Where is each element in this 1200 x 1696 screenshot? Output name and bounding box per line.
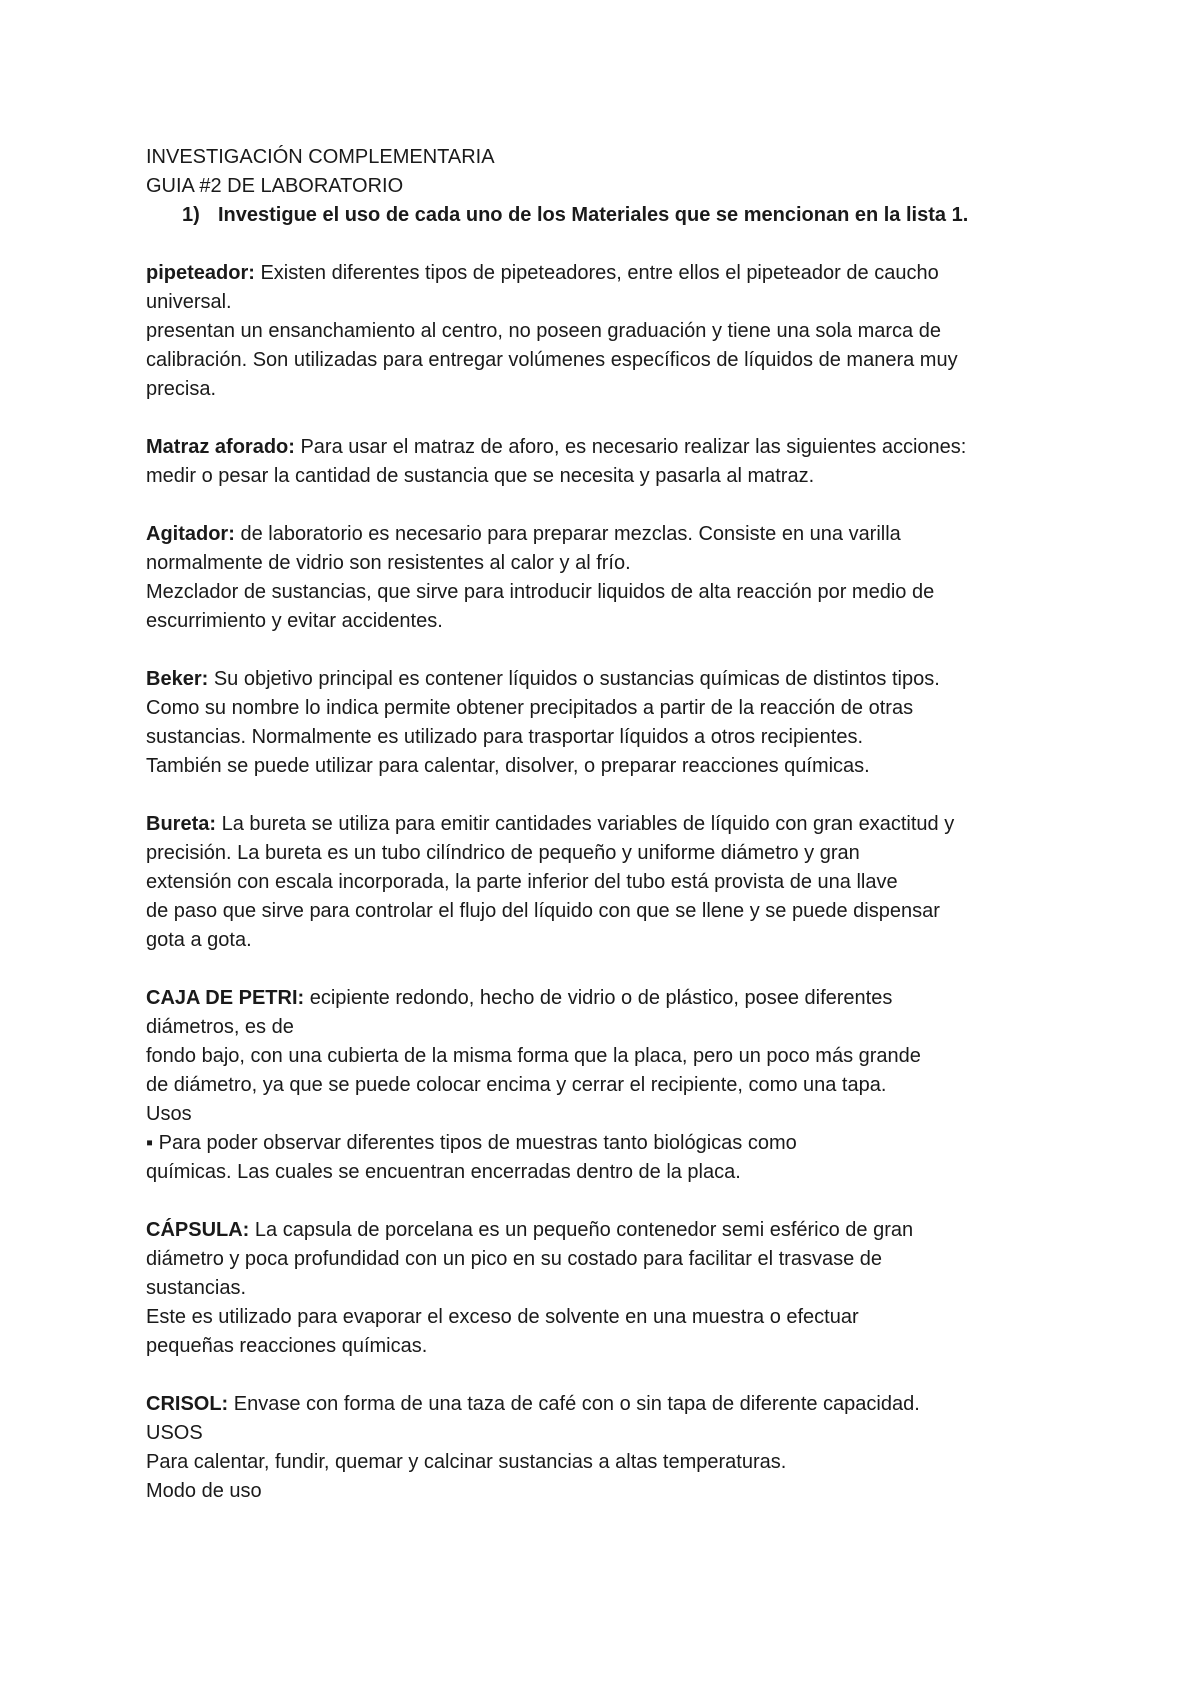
entry-term: pipeteador: [146,262,255,284]
entry-text: Envase con forma de una taza de café con o sin tapa de diferente capacidad. [228,1393,920,1415]
entry-line: normalmente de vidrio son resistentes al calor y al frío. [146,552,631,574]
entry-term: Agitador: [146,523,235,545]
entry-line: También se puede utilizar para calentar, disolver, o preparar reacciones químicas. [146,755,870,777]
entry-line: Como su nombre lo indica permite obtener precipitados a partir de la reacción de otras [146,697,914,719]
question-text: Investigue el uso de cada uno de los Materiales que se mencionan en la lista 1. [218,204,969,226]
entry-line: sustancias. [146,1277,247,1299]
entry-line: Mezclador de sustancias, que sirve para introducir liquidos de alta reacción por medio de [146,581,935,603]
entry-line: diámetros, es de [146,1016,294,1038]
entry-line: de diámetro, ya que se puede colocar encima y cerrar el recipiente, como una tapa. [146,1074,887,1096]
entry-line: gota a gota. [146,929,252,951]
entry-pipeteador [146,259,1076,404]
entry-line: Modo de uso [146,1480,262,1502]
document-body [146,143,1076,1506]
entry-term: Matraz aforado: [146,436,295,458]
entry-term: CRISOL: [146,1393,229,1415]
question-number: 1) [182,204,200,226]
entry-line: fondo bajo, con una cubierta de la misma forma que la placa, pero un poco más grande [146,1045,921,1067]
doc-subtitle: GUIA #2 DE LABORATORIO [146,175,404,197]
entry-crisol [146,1390,1076,1506]
entry-text: ecipiente redondo, hecho de vidrio o de plástico, posee diferentes [304,987,893,1009]
entry-line: calibración. Son utilizadas para entregar volúmenes específicos de líquidos de manera muy [146,349,958,371]
entry-bureta [146,810,1076,955]
entry-text: de laboratorio es necesario para preparar mezclas. Consiste en una varilla [234,523,901,545]
entry-caja-de-petri [146,984,1076,1187]
entry-term: Bureta: [146,813,217,835]
entry-bullet-line: ▪ Para poder observar diferentes tipos de muestras tanto biológicas como [146,1132,797,1154]
entry-text: Su objetivo principal es contener líquidos o sustancias químicas de distintos tipos. [208,668,940,690]
entry-line: presentan un ensanchamiento al centro, no poseen graduación y tiene una sola marca de [146,320,941,342]
entry-text: La bureta se utiliza para emitir cantidades variables de líquido con gran exactitud y [216,813,955,835]
entry-line: precisa. [146,378,217,400]
entry-line: extensión con escala incorporada, la parte inferior del tubo está provista de una llave [146,871,898,893]
entry-text: La capsula de porcelana es un pequeño contenedor semi esférico de gran [249,1219,914,1241]
entry-line: químicas. Las cuales se encuentran encerradas dentro de la placa. [146,1161,741,1183]
entry-line: Usos [146,1103,192,1125]
entry-line: universal. [146,291,232,313]
entry-line: USOS [146,1422,203,1444]
entry-line: pequeñas reacciones químicas. [146,1335,428,1357]
entry-line: sustancias. Normalmente es utilizado para trasportar líquidos a otros recipientes. [146,726,864,748]
entry-term: CAJA DE PETRI: [146,987,305,1009]
entry-matraz-aforado [146,433,1076,491]
entry-line: precisión. La bureta es un tubo cilíndrico de pequeño y uniforme diámetro y gran [146,842,860,864]
entry-line: escurrimiento y evitar accidentes. [146,610,443,632]
question-heading [146,201,1076,230]
entry-line: diámetro y poca profundidad con un pico en su costado para facilitar el trasvase de [146,1248,882,1270]
entry-first-line [146,665,1076,694]
entry-first-line [146,810,1076,839]
entry-line: medir o pesar la cantidad de sustancia que se necesita y pasarla al matraz. [146,465,815,487]
entry-text: Para usar el matraz de aforo, es necesario realizar las siguientes acciones: [294,436,967,458]
entry-first-line [146,1390,1076,1419]
entry-capsula [146,1216,1076,1361]
entry-term: Beker: [146,668,209,690]
entry-first-line [146,520,1076,549]
entry-line: Este es utilizado para evaporar el exceso de solvente en una muestra o efectuar [146,1306,859,1328]
entry-agitador [146,520,1076,636]
entry-first-line [146,1216,1076,1245]
entry-first-line [146,984,1076,1013]
entry-line: de paso que sirve para controlar el flujo del líquido con que se llene y se puede dispensar [146,900,940,922]
doc-title: INVESTIGACIÓN COMPLEMENTARIA [146,146,495,168]
entry-beker [146,665,1076,781]
entry-text: Existen diferentes tipos de pipeteadores, entre ellos el pipeteador de caucho [254,262,939,284]
entry-line: Para calentar, fundir, quemar y calcinar sustancias a altas temperaturas. [146,1451,787,1473]
entry-first-line [146,259,1076,288]
entry-first-line [146,433,1076,462]
entry-term: CÁPSULA: [146,1219,250,1241]
